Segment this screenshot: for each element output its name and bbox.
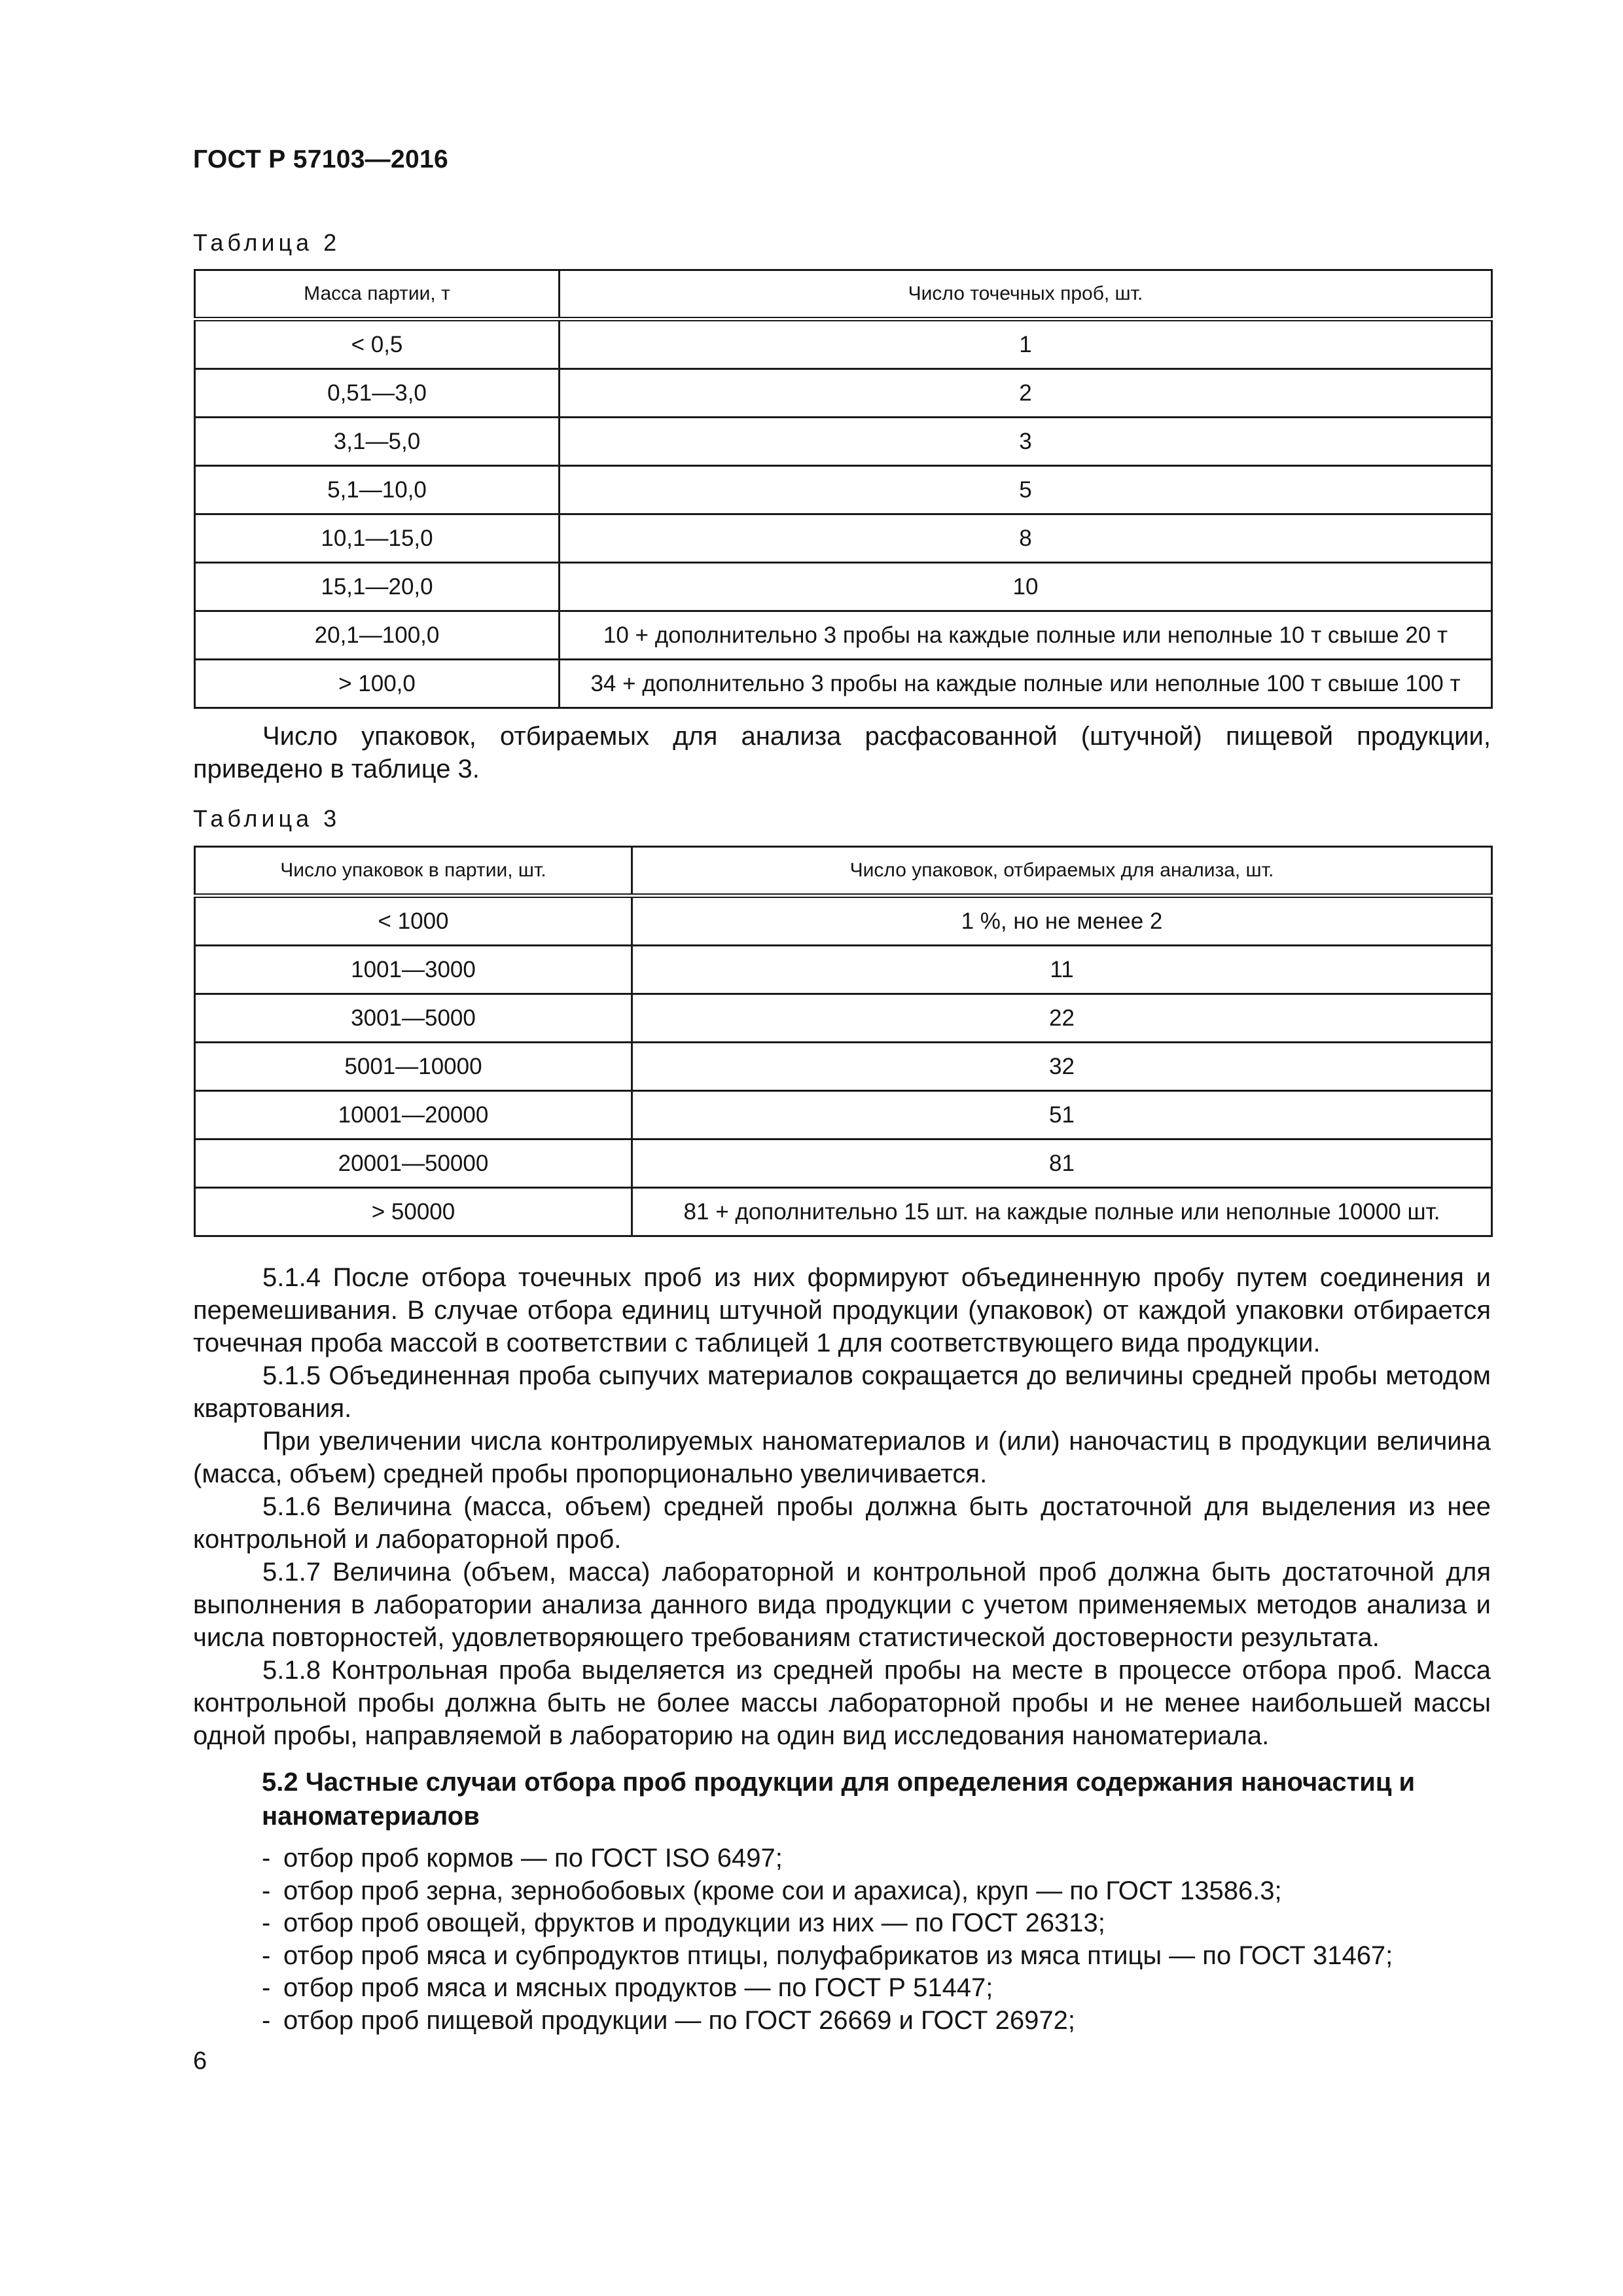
table-row — [195, 1188, 1492, 1236]
table-header-cell: Число точечных проб, шт. — [560, 270, 1492, 319]
table-cell: 8 — [560, 514, 1492, 563]
table-cell: 51 — [632, 1091, 1492, 1139]
list-dash: - — [262, 2005, 271, 2035]
list-item — [262, 1842, 1393, 1875]
list-item-text: отбор проб зерна, зернобобовых (кроме сои и арахиса), круп — по ГОСТ 13586.3; — [283, 1876, 1282, 1905]
table-cell: 1 %, но не менее 2 — [632, 896, 1492, 946]
list-item-text: отбор проб пищевой продукции — по ГОСТ 26669 и ГОСТ 26972; — [283, 2005, 1075, 2035]
table-cell: 3 — [560, 418, 1492, 466]
table-cell: < 1000 — [195, 896, 632, 946]
table-cell: 10,1—15,0 — [195, 514, 560, 563]
table-cell: 11 — [632, 946, 1492, 994]
document-header: ГОСТ Р 57103—2016 — [193, 145, 448, 173]
list-dash: - — [262, 1973, 271, 2002]
paragraph-5-1-8: 5.1.8 Контрольная проба выделяется из средней пробы на месте в процессе отбора проб. Масса контрольной пробы должна быть не более массы лабораторной пробы и не менее наибольшей массы одной пробы, направляемой в лабораторию на один вид исследования наноматериала. — [193, 1656, 1491, 1750]
table-cell: 10001—20000 — [195, 1091, 632, 1139]
list-item — [262, 1972, 1393, 2005]
list-dash: - — [262, 1909, 271, 1937]
table-cell: 34 + дополнительно 3 пробы на каждые полные или неполные 100 т свыше 100 т — [560, 660, 1492, 708]
table-cell: 1 — [560, 319, 1492, 369]
list-item-text: отбор проб кормов — по ГОСТ ISO 6497; — [283, 1844, 783, 1873]
table-cell: < 0,5 — [195, 319, 560, 369]
paragraph-5-1-6: 5.1.6 Величина (масса, объем) средней пробы должна быть достаточной для выделения из нее контрольной и лабораторной проб. — [193, 1492, 1491, 1554]
list-item-text: отбор проб овощей, фруктов и продукции из них — по ГОСТ 26313; — [283, 1909, 1105, 1937]
table-cell: 22 — [632, 994, 1492, 1043]
standards-list — [262, 1842, 1393, 2037]
table-cell: 3,1—5,0 — [195, 418, 560, 466]
table-cell: 32 — [632, 1043, 1492, 1091]
table-row — [195, 1139, 1492, 1188]
list-dash: - — [262, 1876, 271, 1905]
table-row — [195, 369, 1492, 418]
list-dash: - — [262, 1844, 271, 1873]
page-number: 6 — [193, 2047, 207, 2075]
table-header-cell: Число упаковок в партии, шт. — [195, 847, 632, 896]
table-cell: 3001—5000 — [195, 994, 632, 1043]
table-header-cell: Масса партии, т — [195, 270, 560, 319]
paragraph-5-1-5-continued: При увеличении числа контролируемых наноматериалов и (или) наночастиц в продукции величина (масса, объем) средней пробы пропорционально увеличивается. — [193, 1427, 1491, 1488]
table-cell: 2 — [560, 369, 1492, 418]
table-cell: 10 — [560, 563, 1492, 611]
section-5-2-title: 5.2 Частные случаи отбора проб продукции для определения содержания наночастиц и наноматериалов — [262, 1768, 1416, 1831]
table-cell: 81 — [632, 1139, 1492, 1188]
table-row — [195, 946, 1492, 994]
table-cell: 81 + дополнительно 15 шт. на каждые полные или неполные 10000 шт. — [632, 1188, 1492, 1236]
paragraph-5-1-5: 5.1.5 Объединенная проба сыпучих материалов сокращается до величины средней пробы методом квартования. — [193, 1361, 1491, 1423]
table-row — [195, 319, 1492, 369]
table-cell: 5,1—10,0 — [195, 466, 560, 514]
list-item — [262, 1907, 1393, 1940]
table-row — [195, 611, 1492, 660]
table-row — [195, 514, 1492, 563]
table-row — [195, 994, 1492, 1043]
paragraph-5-1-7: 5.1.7 Величина (объем, масса) лабораторной и контрольной проб должна быть достаточной для выполнения в лаборатории анализа данного вида продукции с учетом применяемых методов анализа и числа повторностей, удовлетворяющего требованиям статистической достоверности результата. — [193, 1558, 1491, 1652]
table-2 — [194, 269, 1493, 709]
paragraph-5-1-4: 5.1.4 После отбора точечных проб из них формируют объединенную пробу путем соединения и перемешивания. В случае отбора единиц штучной продукции (упаковок) от каждой упаковки отбирается точечная проба массой в соответствии с таблицей 1 для соответствующего вида продукции. — [193, 1263, 1491, 1357]
table-row — [195, 660, 1492, 708]
table-header-cell: Число упаковок, отбираемых для анализа, шт. — [632, 847, 1492, 896]
list-dash: - — [262, 1941, 271, 1970]
table-3 — [194, 846, 1493, 1237]
table-cell: 5 — [560, 466, 1492, 514]
list-item — [262, 2005, 1393, 2037]
intro-paragraph: Число упаковок, отбираемых для анализа расфасованной (штучной) пищевой продукции, приведено в таблице 3. — [193, 722, 1491, 783]
table-cell: > 50000 — [195, 1188, 632, 1236]
table-row — [195, 1091, 1492, 1139]
table-row — [195, 466, 1492, 514]
table-cell: 1001—3000 — [195, 946, 632, 994]
list-item — [262, 1875, 1393, 1908]
list-item — [262, 1940, 1393, 1973]
table-cell: 10 + дополнительно 3 пробы на каждые полные или неполные 10 т свыше 20 т — [560, 611, 1492, 660]
table-3-caption: Таблица 3 — [193, 805, 341, 832]
table-2-caption: Таблица 2 — [193, 229, 341, 256]
table-row — [195, 563, 1492, 611]
table-cell: > 100,0 — [195, 660, 560, 708]
table-header-row — [195, 847, 1492, 896]
table-row — [195, 418, 1492, 466]
table-cell: 5001—10000 — [195, 1043, 632, 1091]
table-cell: 20001—50000 — [195, 1139, 632, 1188]
table-header-row — [195, 270, 1492, 319]
table-row — [195, 1043, 1492, 1091]
table-row — [195, 896, 1492, 946]
table-cell: 0,51—3,0 — [195, 369, 560, 418]
table-cell: 20,1—100,0 — [195, 611, 560, 660]
list-item-text: отбор проб мяса и субпродуктов птицы, полуфабрикатов из мяса птицы — по ГОСТ 31467; — [283, 1941, 1393, 1970]
list-item-text: отбор проб мяса и мясных продуктов — по ГОСТ Р 51447; — [283, 1973, 993, 2002]
table-cell: 15,1—20,0 — [195, 563, 560, 611]
